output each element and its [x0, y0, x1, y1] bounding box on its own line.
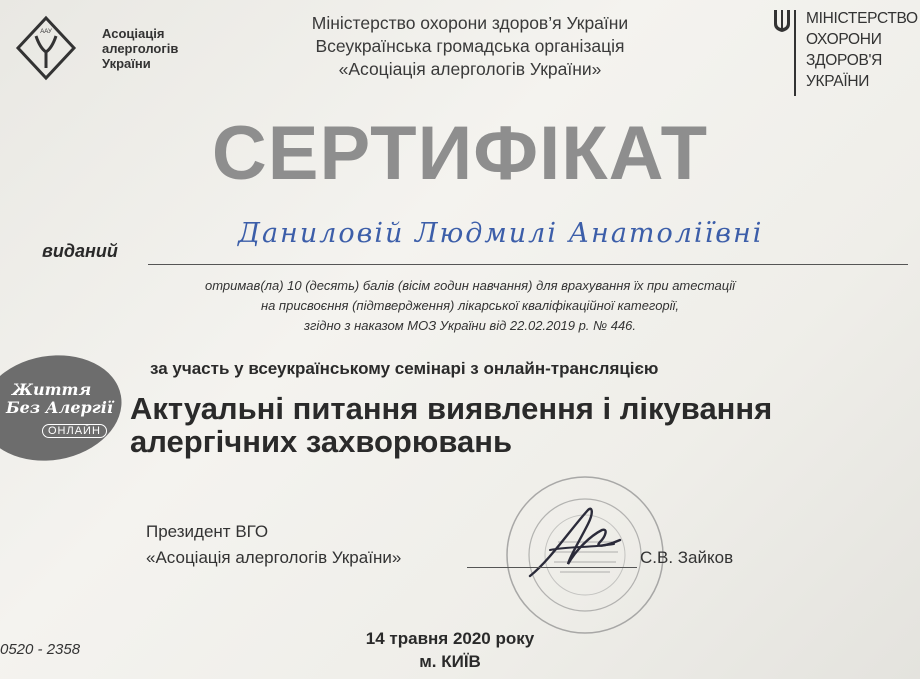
logo-line2: Без Алергії: [6, 398, 113, 417]
points-statement: [160, 276, 780, 336]
recipient-name: Даниловій Людмилі Анатоліївні: [238, 218, 764, 249]
seminar-topic: [130, 392, 910, 458]
allergy-association-mark-icon: [14, 14, 78, 84]
trident-icon: [772, 8, 792, 34]
issue-date-block: [340, 627, 560, 673]
header-line3: «Асоціація алергологів України»: [338, 59, 602, 79]
signature-line: [467, 567, 637, 568]
participation-text: за участь у всеукраїнському семінарі з онлайн-трансляцією: [150, 359, 659, 378]
ministry-name-line1: МІНІСТЕРСТВО: [806, 10, 918, 27]
signer-name: С.В. Зайков: [640, 548, 734, 567]
president-title: Президент ВГО: [146, 522, 269, 541]
association-name-line3: України: [102, 56, 151, 71]
issued-label: виданий: [42, 241, 118, 261]
points-line3: згідно з наказом МОЗ України від 22.02.2019 р. № 446.: [303, 318, 637, 333]
topic-line2: алергічних захворювань: [130, 424, 513, 459]
issue-date: 14 травня 2020 року: [365, 629, 535, 648]
association-name-line2: алергологів: [102, 41, 179, 56]
points-line2: на присвоєння (підтвердження) лікарської кваліфікаційної категорії,: [260, 298, 680, 313]
header-line2: Всеукраїнська громадська організація: [315, 36, 625, 56]
ministry-name-line4: УКРАЇНИ: [806, 73, 870, 90]
handwritten-signature-icon: [510, 490, 650, 590]
ministry-logo: [772, 6, 918, 106]
header-line1: Міністерство охорони здоров’я України: [311, 13, 629, 33]
mark-text: ААУ: [40, 29, 52, 35]
president-organization: «Асоціація алергологів України»: [146, 548, 402, 567]
ministry-name: [806, 8, 918, 92]
issued-underline: [148, 264, 908, 265]
certificate-title: СЕРТИФІКАТ: [211, 111, 709, 196]
president-position: [146, 519, 401, 571]
association-name-line1: Асоціація: [102, 26, 165, 41]
ministry-divider: [794, 10, 796, 96]
association-logo: [6, 8, 196, 88]
association-name: [102, 26, 178, 71]
certificate-number: 0520 - 2358: [0, 641, 81, 658]
ministry-name-line2: ОХОРОНИ: [806, 31, 882, 48]
points-line1: отримав(ла) 10 (десять) балів (вісім годин навчання) для врахування їх при атестації: [205, 278, 735, 293]
allergy-free-life-logo: [0, 352, 130, 462]
certificate-header: [240, 12, 700, 81]
issue-city: м. КИЇВ: [419, 652, 481, 671]
logo-line1: Життя: [12, 380, 92, 399]
topic-line1: Актуальні питання виявлення і лікування: [130, 391, 773, 426]
logo-online-tag: ОНЛАЙН: [42, 424, 107, 438]
ministry-name-line3: ЗДОРОВ'Я: [806, 52, 883, 69]
